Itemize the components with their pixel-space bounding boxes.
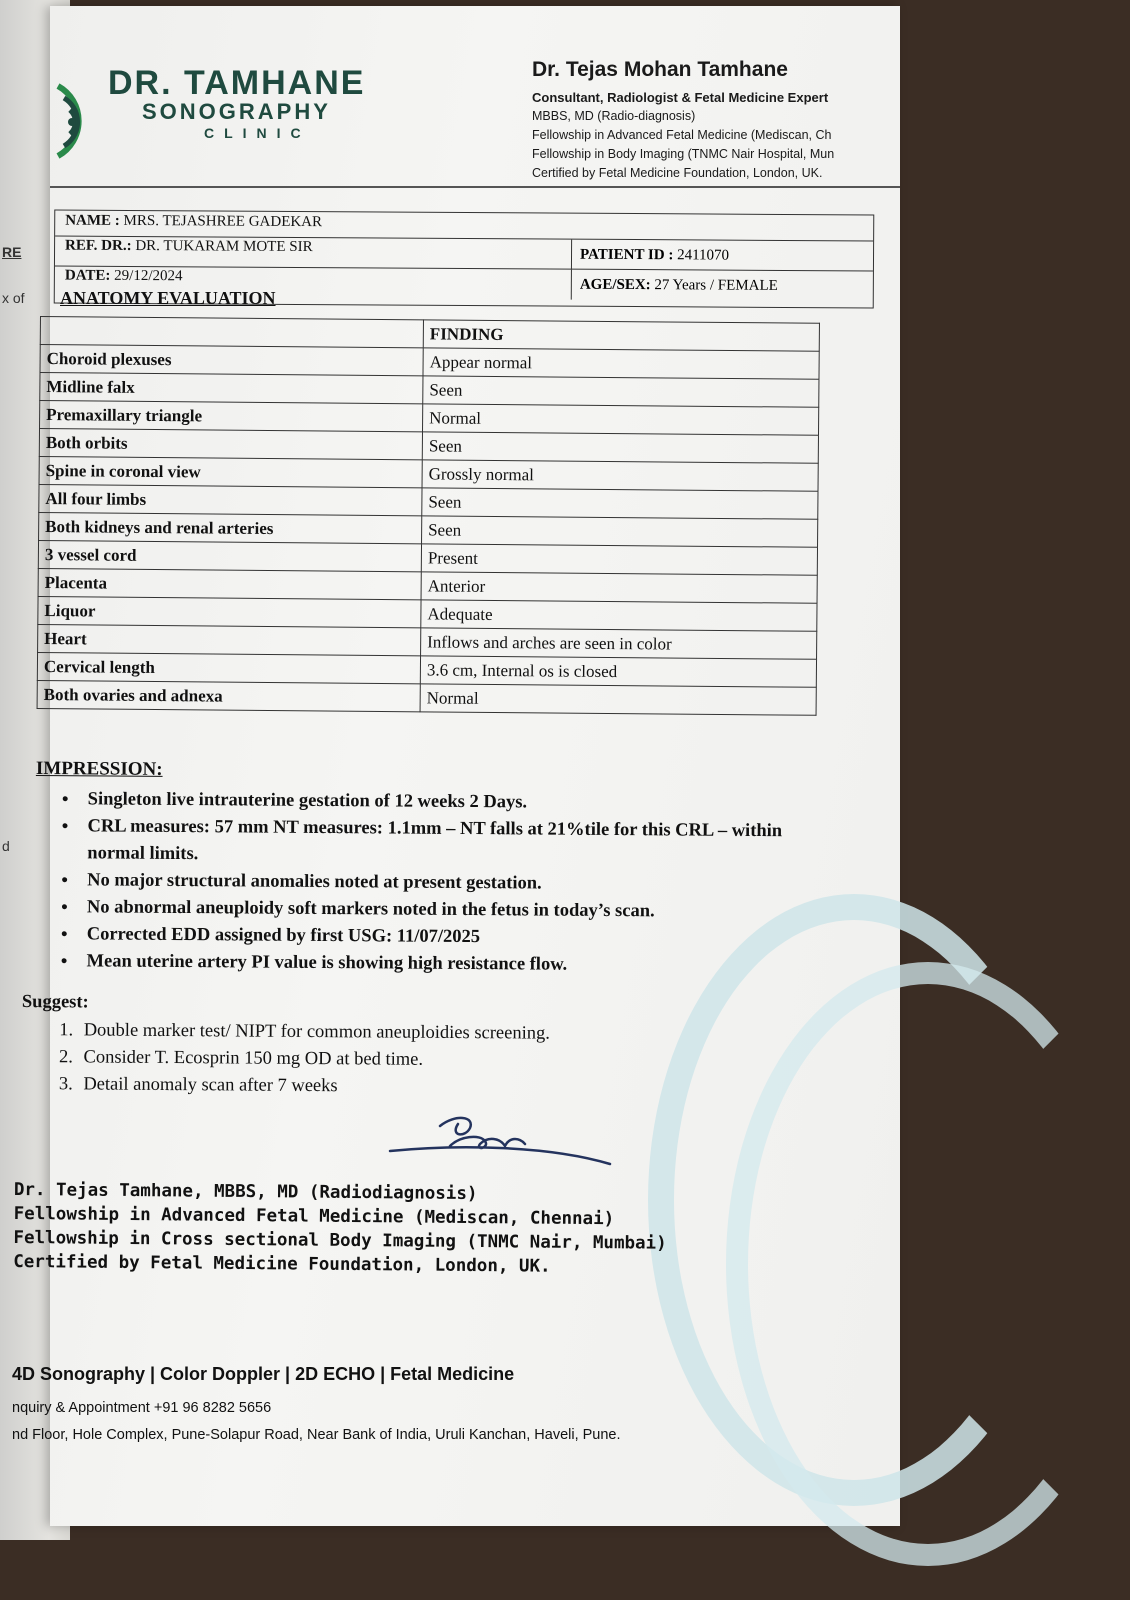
signature-line-4: Certified by Fetal Medicine Foundation, London, UK. — [13, 1251, 551, 1277]
clinic-name-line2: SONOGRAPHY — [142, 99, 331, 124]
anatomy-finding: Seen — [422, 516, 818, 547]
anatomy-finding: Seen — [422, 432, 818, 463]
patient-name-label: NAME : — [65, 212, 120, 229]
doctor-title: Consultant, Radiologist & Fetal Medicine Expert — [532, 90, 829, 105]
anatomy-finding: Present — [421, 544, 817, 575]
anatomy-finding: Adequate — [421, 600, 817, 631]
anatomy-finding: Grossly normal — [422, 460, 818, 491]
anatomy-item: Cervical length — [37, 652, 420, 683]
patient-name: MRS. TEJASHREE GADEKAR — [123, 212, 323, 231]
anatomy-item: Both kidneys and renal arteries — [39, 512, 422, 543]
anatomy-finding: Seen — [423, 376, 819, 407]
table-row — [37, 680, 816, 715]
suggest-item: 3. Detail anomaly scan after 7 weeks — [77, 1071, 549, 1101]
doctor-degree: MBBS, MD (Radio-diagnosis) — [532, 109, 696, 123]
impression-item: • No major structural anomalies noted at present gestation. — [79, 867, 795, 899]
impression-section — [34, 758, 795, 980]
ref-doctor-label: REF. DR.: — [65, 237, 132, 254]
anatomy-item: Midline falx — [40, 373, 423, 404]
footer — [12, 1364, 621, 1449]
impression-item: • CRL measures: 57 mm NT measures: 1.1mm – NT falls at 21%tile for this CRL – within normal limits. — [79, 813, 795, 872]
clinic-name — [108, 64, 365, 141]
age-sex-label: AGE/SEX: — [579, 276, 651, 294]
signature-line-2: Fellowship in Advanced Fetal Medicine (Mediscan, Chennai) — [13, 1203, 615, 1230]
impression-item: • Singleton live intrauterine gestation of 12 weeks 2 Days. — [80, 786, 796, 818]
doctor-certification: Certified by Fetal Medicine Foundation, London, UK. — [532, 166, 823, 180]
report-date: 29/12/2024 — [114, 267, 183, 285]
patient-id-cell — [571, 240, 729, 271]
signature-line-1: Dr. Tejas Tamhane, MBBS, MD (Radiodiagnosis) — [13, 1179, 478, 1205]
doctor-fellowship-2: Fellowship in Body Imaging (TNMC Nair Hospital, Mun — [532, 147, 835, 161]
suggest-title: Suggest: — [21, 992, 89, 1013]
signature-block — [13, 1178, 667, 1280]
anatomy-table-body — [37, 345, 819, 716]
anatomy-item: 3 vessel cord — [38, 540, 421, 571]
anatomy-finding: Seen — [422, 488, 818, 519]
footer-services: 4D Sonography | Color Doppler | 2D ECHO | Fetal Medicine — [12, 1364, 515, 1384]
header-divider — [50, 186, 900, 188]
suggest-section — [21, 992, 550, 1102]
table-header-finding: FINDING — [423, 320, 819, 351]
signature-line-3: Fellowship in Cross sectional Body Imaging (TNMC Nair, Mumbai) — [13, 1227, 667, 1254]
anatomy-finding: Appear normal — [423, 348, 819, 379]
anatomy-finding: Anterior — [421, 572, 817, 603]
clinic-logo-icon — [50, 66, 110, 166]
footer-enquiry: nquiry & Appointment +91 96 8282 5656 — [12, 1400, 272, 1416]
doctor-fellowship-1: Fellowship in Advanced Fetal Medicine (Mediscan, Ch — [532, 128, 832, 142]
back-page-fragment: x of — [2, 290, 25, 306]
anatomy-finding: Normal — [420, 684, 816, 715]
clinic-name-line3: CLINIC — [204, 125, 311, 141]
anatomy-finding: 3.6 cm, Internal os is closed — [420, 656, 816, 687]
age-sex-cell — [571, 270, 778, 301]
footer-address: nd Floor, Hole Complex, Pune-Solapur Road, Near Bank of India, Uruli Kanchan, Haveli, Pune. — [12, 1427, 621, 1443]
anatomy-item: Both orbits — [39, 429, 422, 460]
age-sex: 27 Years / FEMALE — [654, 277, 778, 294]
table-header-item — [40, 317, 423, 348]
anatomy-finding: Inflows and arches are seen in color — [421, 628, 817, 659]
patient-id: 2411070 — [677, 247, 730, 264]
anatomy-table — [37, 316, 820, 716]
suggest-item: 2. Consider T. Ecosprin 150 mg OD at bed time. — [77, 1044, 549, 1074]
anatomy-item: Spine in coronal view — [39, 456, 422, 487]
anatomy-item: Both ovaries and adnexa — [37, 680, 420, 711]
anatomy-finding: Normal — [423, 404, 819, 435]
ref-doctor-row — [65, 238, 313, 266]
anatomy-item: Choroid plexuses — [40, 345, 423, 376]
decorative-swirl — [726, 962, 1130, 1566]
anatomy-title: ANATOMY EVALUATION — [60, 288, 276, 308]
impression-item: • Corrected EDD assigned by first USG: 11/07/2025 — [79, 921, 795, 953]
impression-title: IMPRESSION: — [35, 758, 163, 780]
patient-id-label: PATIENT ID : — [579, 246, 674, 264]
doctor-name: Dr. Tejas Mohan Tamhane — [532, 58, 788, 81]
impression-item: • Mean uterine artery PI value is showing high resistance flow. — [78, 948, 794, 980]
back-page-fragment: d — [2, 838, 10, 854]
anatomy-item: Placenta — [38, 568, 421, 599]
date-label: DATE: — [64, 267, 111, 284]
anatomy-item: All four limbs — [39, 484, 422, 515]
impression-item: • No abnormal aneuploidy soft markers noted in the fetus in today’s scan. — [79, 894, 795, 926]
signature-icon — [380, 1106, 620, 1176]
clinic-name-line1: DR. TAMHANE — [108, 64, 366, 102]
anatomy-item: Heart — [38, 624, 421, 655]
anatomy-item: Liquor — [38, 596, 421, 627]
ref-doctor: DR. TUKARAM MOTE SIR — [135, 237, 313, 256]
anatomy-item: Premaxillary triangle — [40, 401, 423, 432]
suggest-list — [21, 1017, 550, 1102]
impression-list — [34, 786, 795, 980]
suggest-item: 1. Double marker test/ NIPT for common aneuploidies screening. — [78, 1017, 550, 1047]
doctor-header — [532, 58, 834, 183]
back-page-fragment: RE — [2, 244, 22, 260]
